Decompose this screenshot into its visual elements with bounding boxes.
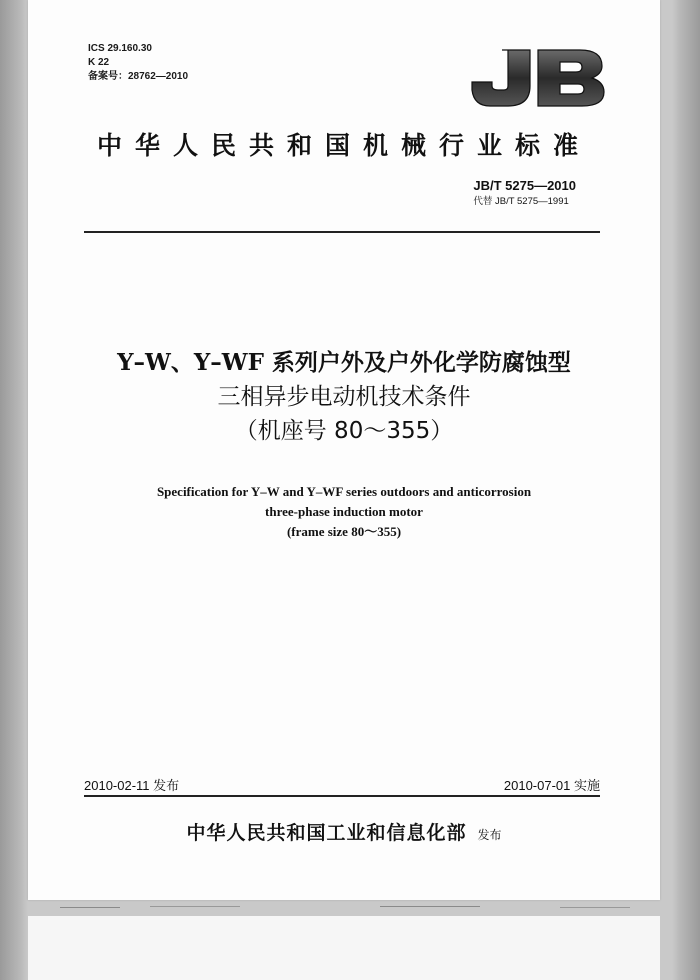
replaces-standard: 代替 JB/T 5275—1991 <box>473 196 569 207</box>
english-title-line-3: (frame size 80～355) <box>286 524 402 539</box>
english-title-line-1: Specification for Y–W and Y–WF series outdoors and anticorrosion <box>156 484 532 499</box>
header-divider <box>84 231 600 233</box>
scan-artifact <box>0 904 700 912</box>
footer-divider <box>84 795 600 797</box>
english-title <box>28 482 660 542</box>
chinese-title-line-3: （机座号 80～355） <box>234 418 454 444</box>
standard-number-block <box>473 177 576 209</box>
english-title-line-2: three-phase induction motor <box>265 504 423 519</box>
issue-date: 2010-02-11 发布 <box>84 778 180 793</box>
document-page <box>28 0 660 900</box>
industry-standard-title: 中华人民共和国机械行业标准 <box>96 131 591 160</box>
category-code: K 22 <box>88 57 110 68</box>
standard-number: JB/T 5275—2010 <box>473 178 576 193</box>
publisher-line <box>28 818 660 845</box>
ics-code: ICS 29.160.30 <box>88 43 152 54</box>
chinese-title-line-2: 三相异步电动机技术条件 <box>217 384 471 410</box>
record-number: 备案号：28762—2010 <box>88 71 189 82</box>
next-page-edge <box>28 916 660 980</box>
implementation-date: 2010-07-01 实施 <box>503 778 600 793</box>
chinese-title <box>28 346 660 448</box>
chinese-title-line-1: Y–W、Y–WF 系列户外及户外化学防腐蚀型 <box>117 349 571 376</box>
classification-codes <box>88 42 188 84</box>
jb-logo <box>456 46 608 110</box>
publisher-action: 发布 <box>477 828 502 842</box>
publisher-organization: 中华人民共和国工业和信息化部 <box>186 822 467 844</box>
